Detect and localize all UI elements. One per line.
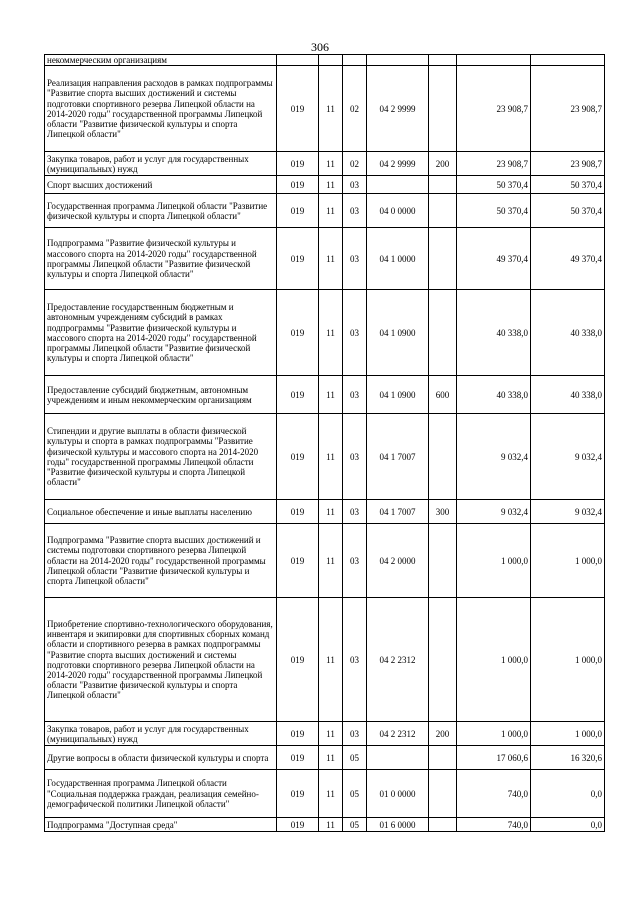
expense-type-code: 300 [429,500,457,524]
section-code: 11 [319,290,343,376]
subsection-code: 03 [343,598,367,722]
admin-code: 019 [277,746,319,770]
expense-type-code [429,290,457,376]
section-code: 11 [319,818,343,832]
target-article-code: 04 1 7007 [367,414,429,500]
amount-year-2: 50 370,4 [531,194,605,228]
table-row [45,176,605,194]
section-code: 11 [319,194,343,228]
amount-year-2: 23 908,7 [531,152,605,176]
subsection-code: 02 [343,152,367,176]
expense-type-code [429,228,457,290]
section-code: 11 [319,152,343,176]
expense-type-code [429,414,457,500]
row-description: Предоставление государственным бюджетным и автономным учреждениям субсидий в рамках подпрограммы "Развитие физической культуры и массового спорта на 2014-2020 годы" государственной программы Липецкой области "Развитие физической культуры и спорта Липецкой области" [45,290,277,376]
section-code: 11 [319,228,343,290]
section-code: 11 [319,66,343,152]
admin-code: 019 [277,500,319,524]
row-description: Социальное обеспечение и иные выплаты населению [45,500,277,524]
amount-year-1: 40 338,0 [457,376,531,414]
target-article-code: 04 0 0000 [367,194,429,228]
amount-year-1: 23 908,7 [457,66,531,152]
admin-code: 019 [277,290,319,376]
amount-year-2: 40 338,0 [531,290,605,376]
row-description: некоммерческим организациям [45,55,277,66]
admin-code: 019 [277,598,319,722]
section-code: 11 [319,376,343,414]
row-description: Закупка товаров, работ и услуг для государственных (муниципальных) нужд [45,722,277,746]
admin-code: 019 [277,228,319,290]
row-description: Государственная программа Липецкой области "Социальная поддержка граждан, реализация семейно-демографической политики Липецкой области" [45,770,277,818]
row-description: Спорт высших достижений [45,176,277,194]
row-description: Стипендии и другие выплаты в области физической культуры и спорта в рамках подпрограммы "Развитие физической культуры и массового спорта на 2014-2020 годы" государственной программы Липецкой области "Развитие физической культуры и спорта Липецкой области" [45,414,277,500]
table-row [45,290,605,376]
row-description: Подпрограмма "Развитие физической культуры и массового спорта на 2014-2020 годы" государственной программы Липецкой области "Развитие физической культуры и спорта Липецкой области" [45,228,277,290]
subsection-code: 05 [343,770,367,818]
amount-year-2: 49 370,4 [531,228,605,290]
amount-year-1: 49 370,4 [457,228,531,290]
amount-year-1: 17 060,6 [457,746,531,770]
admin-code: 019 [277,176,319,194]
section-code [319,55,343,66]
expense-type-code: 600 [429,376,457,414]
subsection-code: 03 [343,414,367,500]
row-description: Закупка товаров, работ и услуг для государственных (муниципальных) нужд [45,152,277,176]
amount-year-1: 1 000,0 [457,598,531,722]
row-description: Подпрограмма "Развитие спорта высших достижений и системы подготовки спортивного резерва Липецкой области на 2014-2020 годы" государственной программы Липецкой области "Развитие физической культуры и спорта Липецкой области" [45,524,277,598]
admin-code: 019 [277,152,319,176]
target-article-code: 04 2 9999 [367,152,429,176]
amount-year-1: 1 000,0 [457,524,531,598]
amount-year-2: 0,0 [531,770,605,818]
target-article-code: 04 1 7007 [367,500,429,524]
expense-type-code: 200 [429,152,457,176]
section-code: 11 [319,500,343,524]
admin-code: 019 [277,524,319,598]
amount-year-2: 1 000,0 [531,524,605,598]
subsection-code: 03 [343,228,367,290]
table-row [45,152,605,176]
subsection-code: 03 [343,500,367,524]
amount-year-2: 23 908,7 [531,66,605,152]
subsection-code: 03 [343,194,367,228]
table-row [45,818,605,832]
target-article-code: 04 2 0000 [367,524,429,598]
subsection-code: 05 [343,746,367,770]
row-description: Реализация направления расходов в рамках подпрограммы "Развитие спорта высших достижений и системы подготовки спортивного резерва Липецкой области на 2014-2020 годы" государственной программы Липецкой области "Развитие физической культуры и спорта Липецкой области" [45,66,277,152]
target-article-code: 01 6 0000 [367,818,429,832]
table-row [45,746,605,770]
row-description: Приобретение спортивно-технологического оборудования, инвентаря и экипировки для спортивных сборных команд области и спортивного резерва в рамках подпрограммы "Развитие спорта высших достижений и системы подготовки спортивного резерва Липецкой области на 2014-2020 годы" государственной программы Липецкой области "Развитие физической культуры и спорта Липецкой области" [45,598,277,722]
subsection-code: 03 [343,376,367,414]
section-code: 11 [319,598,343,722]
table-row [45,770,605,818]
amount-year-1: 9 032,4 [457,414,531,500]
section-code: 11 [319,770,343,818]
section-code: 11 [319,524,343,598]
expense-type-code: 200 [429,722,457,746]
row-description: Предоставление субсидий бюджетным, автономным учреждениям и иным некоммерческим организациям [45,376,277,414]
row-description: Подпрограмма "Доступная среда" [45,818,277,832]
target-article-code: 04 1 0900 [367,290,429,376]
amount-year-1: 50 370,4 [457,176,531,194]
admin-code: 019 [277,376,319,414]
admin-code: 019 [277,194,319,228]
section-code: 11 [319,414,343,500]
target-article-code [367,746,429,770]
amount-year-2: 0,0 [531,818,605,832]
table-row [45,722,605,746]
amount-year-2: 16 320,6 [531,746,605,770]
subsection-code: 03 [343,176,367,194]
admin-code [277,55,319,66]
expense-type-code [429,66,457,152]
expense-type-code [429,194,457,228]
table-row [45,228,605,290]
amount-year-2 [531,55,605,66]
expense-type-code [429,524,457,598]
amount-year-1: 40 338,0 [457,290,531,376]
amount-year-2: 1 000,0 [531,598,605,722]
target-article-code [367,55,429,66]
table-row [45,376,605,414]
amount-year-1 [457,55,531,66]
subsection-code: 03 [343,524,367,598]
expense-type-code [429,746,457,770]
page-number: 306 [311,40,329,54]
section-code: 11 [319,746,343,770]
amount-year-1: 1 000,0 [457,722,531,746]
subsection-code: 03 [343,722,367,746]
section-code: 11 [319,722,343,746]
expense-type-code [429,176,457,194]
row-description: Государственная программа Липецкой области "Развитие физической культуры и спорта Липецкой области" [45,194,277,228]
amount-year-2: 1 000,0 [531,722,605,746]
amount-year-1: 23 908,7 [457,152,531,176]
target-article-code: 04 1 0900 [367,376,429,414]
target-article-code: 04 2 9999 [367,66,429,152]
target-article-code [367,176,429,194]
expense-type-code [429,598,457,722]
table-row [45,500,605,524]
table-row [45,55,605,66]
section-code: 11 [319,176,343,194]
amount-year-2: 9 032,4 [531,414,605,500]
target-article-code: 04 1 0000 [367,228,429,290]
expense-type-code [429,770,457,818]
amount-year-1: 50 370,4 [457,194,531,228]
target-article-code: 01 0 0000 [367,770,429,818]
admin-code: 019 [277,722,319,746]
amount-year-1: 9 032,4 [457,500,531,524]
amount-year-2: 9 032,4 [531,500,605,524]
table-row [45,66,605,152]
amount-year-1: 740,0 [457,818,531,832]
row-description: Другие вопросы в области физической культуры и спорта [45,746,277,770]
subsection-code: 05 [343,818,367,832]
amount-year-2: 50 370,4 [531,176,605,194]
admin-code: 019 [277,818,319,832]
admin-code: 019 [277,66,319,152]
table-row [45,414,605,500]
admin-code: 019 [277,414,319,500]
amount-year-1: 740,0 [457,770,531,818]
table-row [45,524,605,598]
amount-year-2: 40 338,0 [531,376,605,414]
subsection-code: 03 [343,290,367,376]
expense-type-code [429,818,457,832]
expense-type-code [429,55,457,66]
table-row [45,194,605,228]
admin-code: 019 [277,770,319,818]
target-article-code: 04 2 2312 [367,722,429,746]
table-row [45,598,605,722]
budget-table [44,54,605,832]
target-article-code: 04 2 2312 [367,598,429,722]
subsection-code: 02 [343,66,367,152]
subsection-code [343,55,367,66]
